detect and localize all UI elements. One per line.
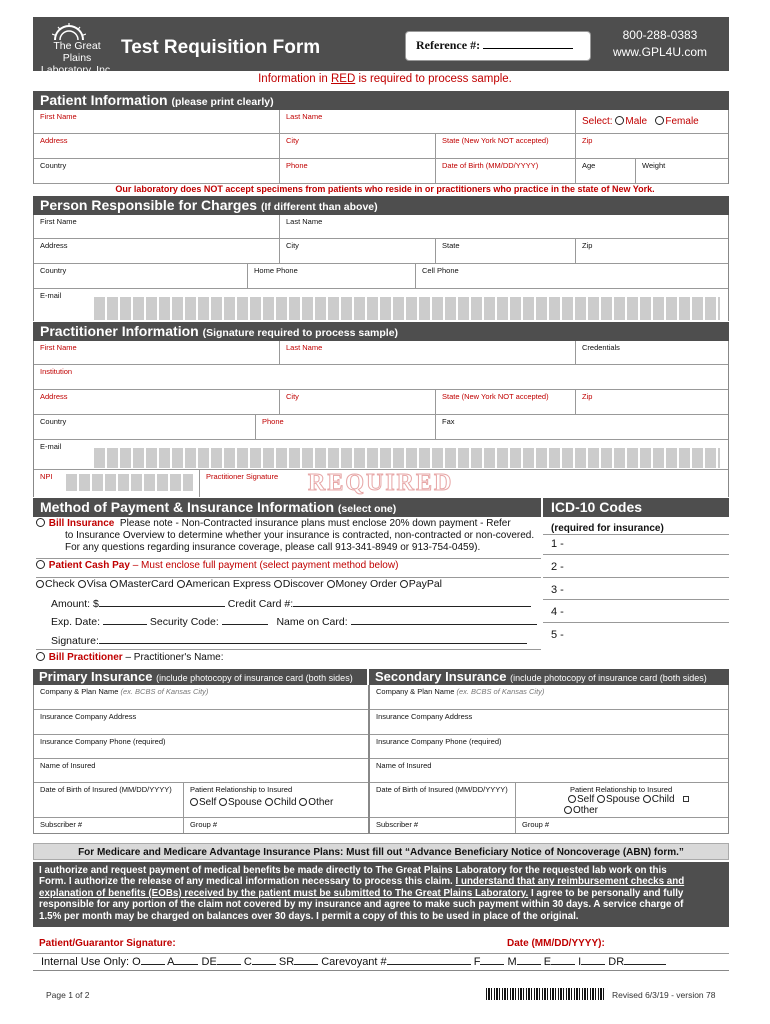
practitioner-state-field[interactable]: State (New York NOT accepted)	[436, 390, 576, 414]
internal-field-de-label: DE	[201, 956, 217, 968]
visa-radio[interactable]	[78, 580, 86, 588]
primary-row-dob	[34, 783, 368, 818]
practitioner-row-country	[34, 415, 728, 440]
notice-text-pre: Information in	[258, 73, 331, 85]
primary-phone-field[interactable]: Insurance Company Phone (required)	[40, 737, 166, 746]
responsible-first-name-field[interactable]: First Name	[34, 215, 280, 238]
patient-zip-field[interactable]: Zip	[582, 136, 593, 145]
primary-insured-field[interactable]: Name of Insured	[40, 761, 96, 770]
practitioner-signature-label: Practitioner Signature	[206, 472, 279, 481]
practitioner-country-field[interactable]: Country	[34, 415, 256, 439]
bill-insurance-note-1: Please note - Non-Contracted insurance plans must enclose 20% down payment - Refer	[119, 518, 511, 529]
reference-number-field[interactable]	[405, 31, 591, 61]
patient-weight-field[interactable]: Weight	[642, 161, 666, 170]
mastercard-radio[interactable]	[110, 580, 118, 588]
responsible-section-subtitle: (If different than above)	[260, 201, 378, 213]
practitioner-section-header	[33, 322, 729, 341]
patient-city-field[interactable]: City	[280, 134, 436, 158]
responsible-city-field[interactable]: City	[280, 239, 436, 263]
internal-field-carevoyant-label: Carevoyant #	[321, 956, 387, 968]
payment-signature-field[interactable]	[99, 634, 527, 644]
patient-section-subtitle: (please print clearly)	[171, 96, 274, 108]
primary-other-radio[interactable]	[299, 798, 307, 806]
secondary-dob-field[interactable]: Date of Birth of Insured (MM/DD/YYYY)	[370, 783, 516, 817]
secondary-insurance-grid	[369, 685, 729, 833]
primary-relationship-field	[184, 783, 368, 817]
responsible-row-address	[34, 239, 728, 264]
responsible-row-country	[34, 264, 728, 289]
responsible-row-name	[34, 215, 728, 239]
internal-field-o[interactable]	[141, 955, 165, 965]
practitioner-first-name-field[interactable]: First Name	[34, 341, 280, 364]
authorization-statement	[33, 862, 729, 927]
responsible-home-phone-field[interactable]: Home Phone	[248, 264, 416, 288]
secondary-child-label: Child	[651, 794, 675, 805]
secondary-extra-checkbox[interactable]	[683, 796, 689, 802]
patient-section-title: Patient Information	[40, 92, 168, 108]
secondary-relationship-label: Patient Relationship to Insured	[570, 785, 673, 794]
patient-cash-pay-note: – Must enclose full payment (select payment method below)	[129, 560, 399, 571]
internal-field-f[interactable]	[480, 955, 504, 965]
internal-field-sr[interactable]	[294, 955, 318, 965]
payment-signature-label: Signature:	[51, 635, 99, 647]
auth-line-2b: I understand that any reimbursement checks and	[455, 876, 685, 888]
secondary-insurance-subtitle: (include photocopy of insurance card (both sides)	[510, 673, 707, 683]
npi-shaded-boxes	[66, 474, 193, 491]
practitioner-city-field[interactable]: City	[280, 390, 436, 414]
internal-field-de[interactable]	[217, 955, 241, 965]
bill-insurance-label: Bill Insurance	[48, 518, 115, 529]
secondary-child-radio[interactable]	[643, 795, 651, 803]
email-shaded-boxes	[94, 297, 720, 320]
amount-label: Amount: $	[51, 598, 99, 610]
security-code-field[interactable]	[222, 615, 268, 625]
icd-code-5[interactable]: 5 -	[551, 628, 564, 641]
icd-title: ICD-10 Codes	[543, 498, 729, 517]
internal-field-m-label: M	[507, 956, 517, 968]
signature-date-label: Date (MM/DD/YYYY):	[507, 938, 605, 949]
name-on-card-field[interactable]	[351, 615, 537, 625]
internal-field-sr-label: SR	[278, 956, 295, 968]
secondary-other-radio[interactable]	[564, 806, 572, 814]
primary-insurance-subtitle: (include photocopy of insurance card (both sides)	[156, 673, 353, 683]
notice-red-word: RED	[330, 73, 356, 85]
primary-self-label: Self	[199, 797, 217, 808]
female-radio[interactable]	[655, 116, 664, 125]
paypal-radio[interactable]	[400, 580, 408, 588]
exp-date-label: Exp. Date:	[51, 616, 101, 628]
practitioner-fax-field[interactable]: Fax	[442, 417, 455, 426]
form-title: Test Requisition Form	[121, 37, 321, 58]
practitioner-phone-field[interactable]: Phone	[256, 415, 436, 439]
patient-row-address	[34, 134, 728, 159]
page-number: Page 1 of 2	[46, 990, 90, 1000]
internal-use-rule	[33, 970, 729, 971]
practitioner-row-npi	[34, 470, 728, 497]
responsible-section-title: Person Responsible for Charges	[40, 197, 258, 213]
name-on-card-label: Name on Card:	[276, 616, 348, 628]
payment-section-title: Method of Payment & Insurance Information	[40, 499, 335, 515]
auth-line-3b: I agree to be personally and fully	[528, 887, 684, 899]
patient-dob-field[interactable]: Date of Birth (MM/DD/YYYY)	[436, 159, 576, 183]
signature-row	[51, 634, 541, 647]
practitioner-credentials-field[interactable]: Credentials	[582, 343, 620, 352]
auth-line-5: 1.5% per month may be charged on balances over 30 days. I permit a copy of this to be used in place of the original.	[39, 910, 579, 922]
patient-first-name-field[interactable]: First Name	[34, 110, 280, 133]
patient-grid	[33, 110, 729, 184]
patient-row-name	[34, 110, 728, 134]
icd-code-2[interactable]: 2 -	[543, 555, 729, 578]
secondary-other-label: Other	[573, 805, 599, 816]
secondary-company-field[interactable]: Company & Plan Name (ex. BCBS of Kansas City)	[376, 687, 545, 696]
secondary-self-radio[interactable]	[568, 795, 576, 803]
patient-cash-pay-radio[interactable]	[36, 560, 45, 569]
auth-line-2a: Form. I authorize the release of any medical information necessary to process this claim.	[39, 876, 456, 888]
website: www.GPL4U.com	[612, 45, 707, 59]
primary-row-company	[34, 685, 368, 710]
amex-radio[interactable]	[177, 580, 185, 588]
practitioner-npi-field[interactable]: NPI	[34, 470, 200, 497]
payment-section-header	[33, 498, 541, 517]
medicare-notice: For Medicare and Medicare Advantage Insurance Plans: Must fill out “Advance Beneficiary Notice of Noncoverage (ABN) form.”	[33, 843, 729, 860]
female-label: Female	[665, 116, 699, 127]
exp-date-field[interactable]	[103, 615, 147, 625]
secondary-row-phone	[370, 735, 728, 759]
phone-number: 800-288-0383	[622, 28, 698, 42]
signature-date-field[interactable]	[615, 949, 725, 950]
primary-insurance-title: Primary Insurance	[39, 669, 153, 684]
money-order-radio[interactable]	[327, 580, 335, 588]
practitioner-institution-field[interactable]: Institution	[40, 367, 73, 376]
internal-field-a[interactable]	[174, 955, 198, 965]
security-code-label: Security Code:	[149, 616, 219, 628]
guarantor-signature-field[interactable]	[215, 949, 505, 950]
internal-field-i-label: I	[578, 956, 582, 968]
bill-practitioner-label: Bill Practitioner	[48, 652, 123, 663]
primary-child-radio[interactable]	[265, 798, 273, 806]
secondary-self-label: Self	[577, 794, 595, 805]
responsible-last-name-field[interactable]: Last Name	[286, 217, 323, 226]
secondary-relationship-field	[516, 783, 728, 817]
sun-logo-icon	[52, 23, 86, 41]
method-money-order: Money Order	[335, 578, 397, 590]
bill-insurance-note-3: For any questions regarding insurance coverage, please call 913-341-8949 or 913-754-0459).	[65, 542, 481, 553]
amount-row	[51, 597, 541, 610]
internal-field-o-label: O	[132, 956, 141, 968]
method-mastercard: MasterCard	[118, 578, 174, 590]
patient-row-country	[34, 159, 728, 184]
patient-cash-pay-option	[36, 558, 541, 572]
reference-label: Reference #:	[416, 38, 481, 52]
auth-line-4: responsible for any portion of the claim not covered by my insurance and agree to make such payment within 30 days. A service charge of	[39, 899, 684, 911]
internal-field-c[interactable]	[252, 955, 276, 965]
credit-card-label: Credit Card #:	[227, 598, 294, 610]
primary-group-field[interactable]: Group #	[190, 820, 218, 829]
practitioner-email-shaded-boxes	[94, 448, 720, 468]
signature-rule	[33, 953, 729, 954]
primary-other-label: Other	[308, 797, 334, 808]
contact-info	[613, 27, 707, 61]
method-amex: American Express	[185, 578, 271, 590]
patient-address-field[interactable]: Address	[34, 134, 280, 158]
icd-code-3[interactable]: 3 -	[543, 578, 729, 601]
reference-line	[483, 38, 573, 49]
primary-dob-field[interactable]: Date of Birth of Insured (MM/DD/YYYY)	[34, 783, 184, 817]
internal-field-a-label: A	[167, 956, 175, 968]
practitioner-row-name	[34, 341, 728, 365]
revision-info: Revised 6/3/19 - version 78	[612, 990, 716, 1000]
internal-field-m[interactable]	[517, 955, 541, 965]
guarantor-signature-row	[33, 935, 729, 953]
primary-child-label: Child	[273, 797, 297, 808]
patient-cash-pay-label: Patient Cash Pay	[48, 560, 130, 571]
company-logo	[38, 23, 118, 76]
secondary-spouse-radio[interactable]	[597, 795, 605, 803]
practitioner-grid	[33, 341, 729, 497]
patient-sex-select	[576, 110, 728, 133]
secondary-group-field[interactable]: Group #	[522, 820, 550, 829]
method-discover: Discover	[282, 578, 324, 590]
method-paypal: PayPal	[408, 578, 443, 590]
primary-row-subscriber	[34, 818, 368, 833]
notice-text-post: is required to process sample.	[355, 73, 512, 85]
responsible-country-field[interactable]: Country	[34, 264, 248, 288]
payment-section-subtitle: (select one)	[337, 503, 397, 515]
bill-insurance-radio[interactable]	[36, 518, 45, 527]
responsible-state-field[interactable]: State	[436, 239, 576, 263]
exp-row	[51, 615, 541, 628]
form-header	[33, 17, 729, 76]
internal-use-label: Internal Use Only:	[41, 956, 130, 968]
secondary-row-subscriber	[370, 818, 728, 833]
primary-row-insured	[34, 759, 368, 783]
primary-row-phone	[34, 735, 368, 759]
insurance-bottom-rule	[33, 833, 729, 834]
practitioner-name-label: – Practitioner's Name:	[122, 652, 224, 663]
primary-relationship-label: Patient Relationship to Insured	[190, 785, 293, 794]
internal-field-dr[interactable]	[624, 955, 666, 965]
primary-company-field[interactable]: Company & Plan Name (ex. BCBS of Kansas City)	[40, 687, 209, 696]
practitioner-row-institution	[34, 365, 728, 390]
primary-subscriber-field[interactable]: Subscriber #	[34, 818, 184, 833]
logo-line-1: The Great Plains	[53, 40, 101, 64]
required-stamp: REQUIRED	[308, 470, 454, 496]
responsible-row-email	[34, 289, 728, 321]
secondary-row-insured	[370, 759, 728, 783]
internal-field-dr-label: DR	[608, 956, 625, 968]
secondary-insurance-header	[369, 669, 729, 685]
primary-address-field[interactable]: Insurance Company Address	[40, 712, 137, 721]
responsible-cell-phone-field[interactable]: Cell Phone	[422, 266, 459, 275]
patient-phone-field[interactable]: Phone	[280, 159, 436, 183]
icd-codes-panel	[543, 498, 729, 645]
secondary-phone-field[interactable]: Insurance Company Phone (required)	[376, 737, 502, 746]
sex-select-label: Select:	[582, 116, 613, 127]
discover-radio[interactable]	[274, 580, 282, 588]
patient-last-name-field[interactable]: Last Name	[280, 110, 576, 133]
auth-line-1: I authorize and request payment of medical benefits be made directly to The Great Plains Laboratory for the requested lab work on this	[39, 865, 667, 876]
secondary-row-company	[370, 685, 728, 710]
practitioner-zip-field[interactable]: Zip	[582, 392, 593, 401]
secondary-address-field[interactable]: Insurance Company Address	[376, 712, 473, 721]
payment-methods	[36, 577, 541, 590]
male-radio[interactable]	[615, 116, 624, 125]
primary-insurance-grid	[33, 685, 369, 833]
barcode	[486, 988, 606, 1000]
amount-field[interactable]	[99, 597, 225, 607]
primary-row-address	[34, 710, 368, 735]
new-york-warning: Our laboratory does NOT accept specimens from patients who reside in or practitioners who practice in the state of New York.	[115, 184, 655, 194]
internal-field-f-label: F	[473, 956, 481, 968]
secondary-spouse-label: Spouse	[606, 794, 640, 805]
bill-practitioner-radio[interactable]	[36, 652, 45, 661]
primary-self-radio[interactable]	[190, 798, 198, 806]
primary-spouse-radio[interactable]	[219, 798, 227, 806]
method-visa: Visa	[86, 578, 107, 590]
practitioner-email-field[interactable]: E-mail	[34, 440, 728, 469]
practitioner-row-address	[34, 390, 728, 415]
bill-insurance-note-2: to Insurance Overview to determine whether your insurance is contracted, non-contracted or non-covered.	[65, 530, 535, 541]
internal-field-e[interactable]	[551, 955, 575, 965]
responsible-section-header	[33, 196, 729, 215]
practitioner-address-field[interactable]: Address	[34, 390, 280, 414]
secondary-insurance-title: Secondary Insurance	[375, 669, 507, 684]
practitioner-signature-field[interactable]	[200, 470, 728, 497]
secondary-row-dob	[370, 783, 728, 818]
patient-country-field[interactable]: Country	[34, 159, 280, 183]
responsible-zip-field[interactable]: Zip	[582, 241, 593, 250]
internal-field-e-label: E	[543, 956, 552, 968]
icd-code-1[interactable]: 1 -	[543, 535, 729, 555]
patient-section-header	[33, 91, 729, 110]
internal-field-carevoyant[interactable]	[387, 955, 471, 965]
patient-age-field[interactable]: Age	[576, 159, 636, 183]
responsible-email-field[interactable]: E-mail	[34, 289, 728, 321]
guarantor-signature-label: Patient/Guarantor Signature:	[39, 938, 176, 949]
primary-insurance-header	[33, 669, 367, 685]
practitioner-section-title: Practitioner Information	[40, 323, 199, 339]
logo-line-2: Laboratory, Inc.	[40, 64, 114, 76]
secondary-insured-field[interactable]: Name of Insured	[376, 761, 432, 770]
internal-field-i[interactable]	[581, 955, 605, 965]
credit-card-field[interactable]	[293, 597, 531, 607]
practitioner-last-name-field[interactable]: Last Name	[280, 341, 576, 364]
responsible-address-field[interactable]: Address	[34, 239, 280, 263]
internal-field-c-label: C	[243, 956, 252, 968]
responsible-grid	[33, 215, 729, 321]
secondary-subscriber-field[interactable]: Subscriber #	[370, 818, 516, 833]
icd-subtitle: (required for insurance)	[543, 517, 729, 535]
bill-insurance-option	[36, 518, 536, 554]
practitioner-row-email	[34, 440, 728, 470]
auth-line-3a: explanation of benefits (EOBs) received by the patient must be submitted to The Great Plains Laboratory.	[39, 887, 529, 899]
patient-state-field[interactable]: State (New York NOT accepted)	[436, 134, 576, 158]
check-radio[interactable]	[36, 580, 44, 588]
primary-spouse-label: Spouse	[228, 797, 262, 808]
internal-use-row	[33, 955, 729, 968]
male-label: Male	[625, 116, 648, 127]
red-info-notice	[0, 73, 770, 85]
icd-code-4[interactable]: 4 -	[543, 600, 729, 623]
secondary-row-address	[370, 710, 728, 735]
practitioner-section-subtitle: (Signature required to process sample)	[202, 327, 399, 339]
method-check: Check	[45, 578, 75, 590]
